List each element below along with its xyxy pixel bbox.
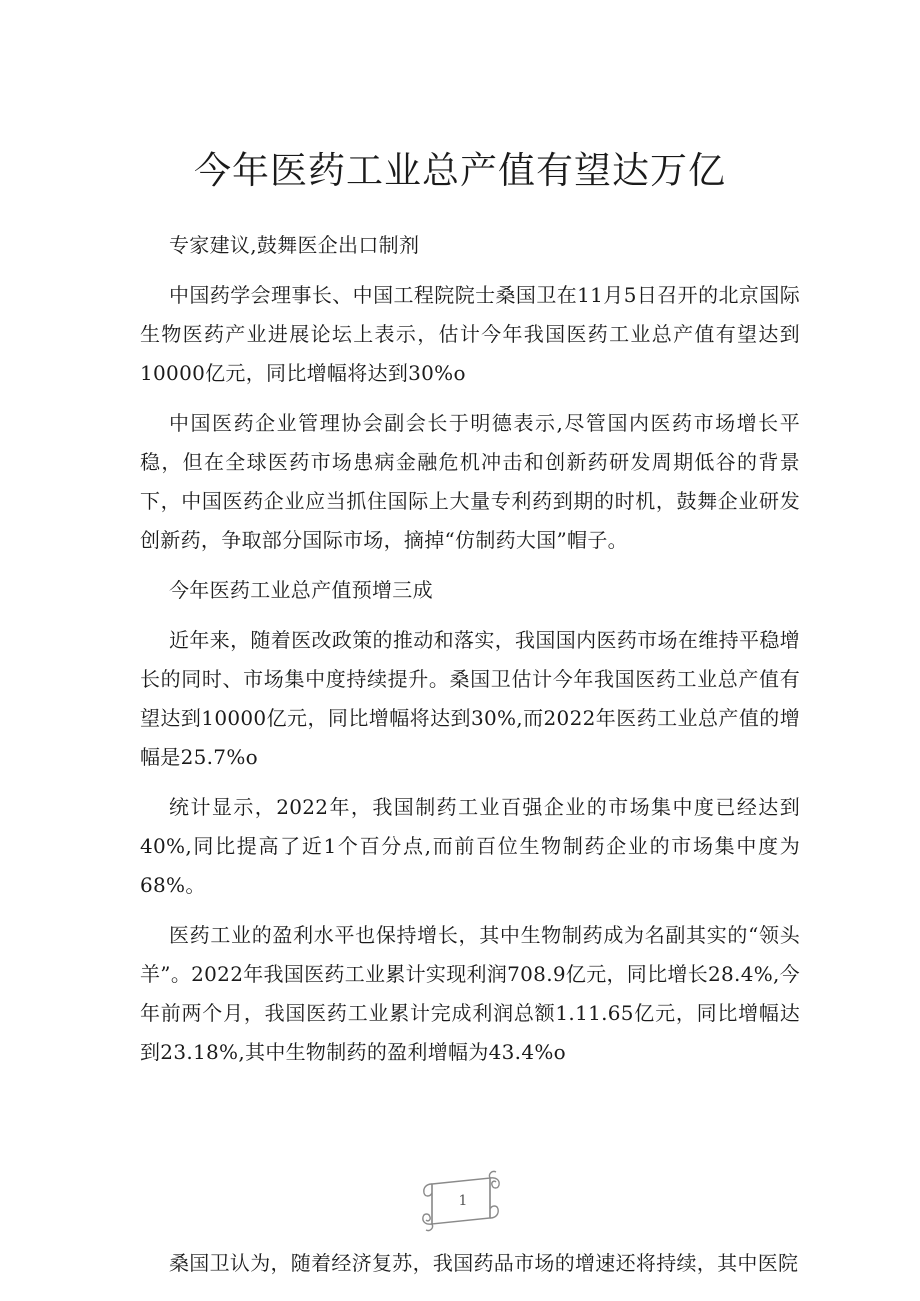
page-number: 1 bbox=[458, 1193, 468, 1209]
document-title: 今年医药工业总产值有望达万亿 bbox=[194, 149, 726, 192]
paragraph-continuation: 桑国卫认为，随着经济复苏，我国药品市场的增速还将持续，其中医院 bbox=[169, 1251, 799, 1275]
paragraph-section-heading: 今年医药工业总产值预增三成 bbox=[169, 578, 433, 602]
paragraph: 统计显示，2022年，我国制药工业百强企业的市场集中度已经达到40%,同比提高了近1个百分点,而前百位生物制药企业的市场集中度为68%。 bbox=[140, 795, 800, 897]
document-body bbox=[140, 226, 800, 1083]
paragraph: 近年来，随着医改政策的推动和落实，我国国内医药市场在维持平稳增长的同时、市场集中度持续提升。桑国卫估计今年我国医药工业总产值有望达到10000亿元，同比增幅将达到30%,而2022年医药工业总产值的增幅是25.7%o bbox=[140, 628, 800, 769]
paragraph: 医药工业的盈利水平也保持增长，其中生物制药成为名副其实的“领头羊”。2022年我国医药工业累计实现利润708.9亿元，同比增长28.4%,今年前两个月，我国医药工业累计完成利润总额1.11.65亿元，同比增幅达到23.18%,其中生物制药的盈利增幅为43.4%o bbox=[140, 923, 800, 1064]
page-number-badge bbox=[418, 1166, 504, 1236]
paragraph-subtitle: 专家建议,鼓舞医企出口制剂 bbox=[169, 233, 420, 257]
paragraph: 中国医药企业管理协会副会长于明德表示,尽管国内医药市场增长平稳，但在全球医药市场患病金融危机冲击和创新药研发周期低谷的背景下，中国医药企业应当抓住国际上大量专利药到期的时机，鼓舞企业研发创新药，争取部分国际市场，摘掉“仿制药大国”帽子。 bbox=[140, 411, 800, 552]
paragraph: 中国药学会理事长、中国工程院院士桑国卫在11月5日召开的北京国际生物医药产业进展论坛上表示，估计今年我国医药工业总产值有望达到10000亿元，同比增幅将达到30%o bbox=[140, 283, 800, 385]
